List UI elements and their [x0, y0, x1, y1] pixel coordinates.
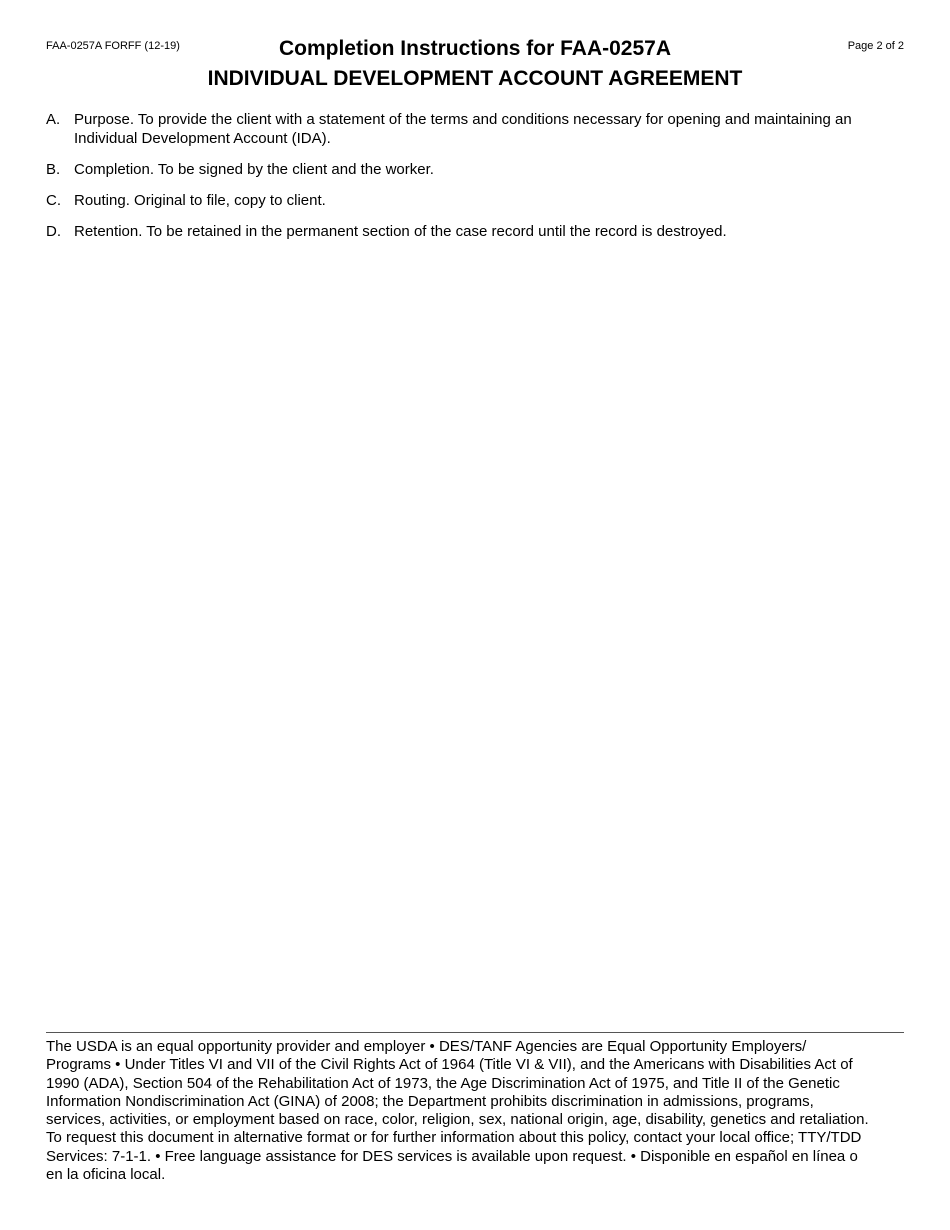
page-title: Completion Instructions for FAA-0257A [278, 37, 672, 60]
footer-line: en la oficina local. [46, 1166, 166, 1184]
footer-line: services, activities, or employment based on race, color, religion, sex, national origin, age, disability, genetics and retaliation. [46, 1111, 869, 1129]
item-letter: C. [46, 192, 61, 209]
form-id: FAA-0257A FORFF (12-19) [46, 40, 180, 52]
page-number: Page 2 of 2 [847, 40, 904, 52]
footer-notice [46, 1038, 916, 1184]
list-item [46, 222, 906, 241]
item-text: Retention. To be retained in the permanent section of the case record until the record is destroyed. [74, 223, 727, 240]
footer-line: 1990 (ADA), Section 504 of the Rehabilitation Act of 1973, the Age Discrimination Act of 1975, and Title II of the Genetic [46, 1074, 840, 1092]
footer-line: Information Nondiscrimination Act (GINA) of 2008; the Department prohibits discrimination in admissions, programs, [46, 1092, 814, 1110]
footer-line: The USDA is an equal opportunity provider and employer • DES/TANF Agencies are Equal Opportunity Employers/ [46, 1038, 807, 1055]
footer-divider [46, 1032, 904, 1033]
footer-line: Services: 7-1-1. • Free language assistance for DES services is available upon request. • Disponible en español en línea o [46, 1147, 858, 1165]
footer-line: Programs • Under Titles VI and VII of the Civil Rights Act of 1964 (Title VI & VII), and the Americans with Disabilities Act of [46, 1056, 853, 1074]
list-item [46, 160, 906, 179]
list-item [46, 191, 906, 210]
item-text: Purpose. To provide the client with a statement of the terms and conditions necessary for opening and maintaining an Individual Development Account (IDA). [74, 111, 852, 147]
page-subtitle: INDIVIDUAL DEVELOPMENT ACCOUNT AGREEMENT [207, 67, 743, 90]
item-letter: D. [46, 223, 61, 240]
footer-line: To request this document in alternative format or for further information about this policy, contact your local office; TTY/TDD [46, 1129, 862, 1147]
item-letter: A. [46, 111, 61, 128]
list-item [46, 110, 906, 148]
instruction-list [46, 110, 906, 253]
item-text: Completion. To be signed by the client and the worker. [74, 161, 434, 178]
item-letter: B. [46, 161, 61, 178]
item-text: Routing. Original to file, copy to client. [74, 192, 326, 209]
